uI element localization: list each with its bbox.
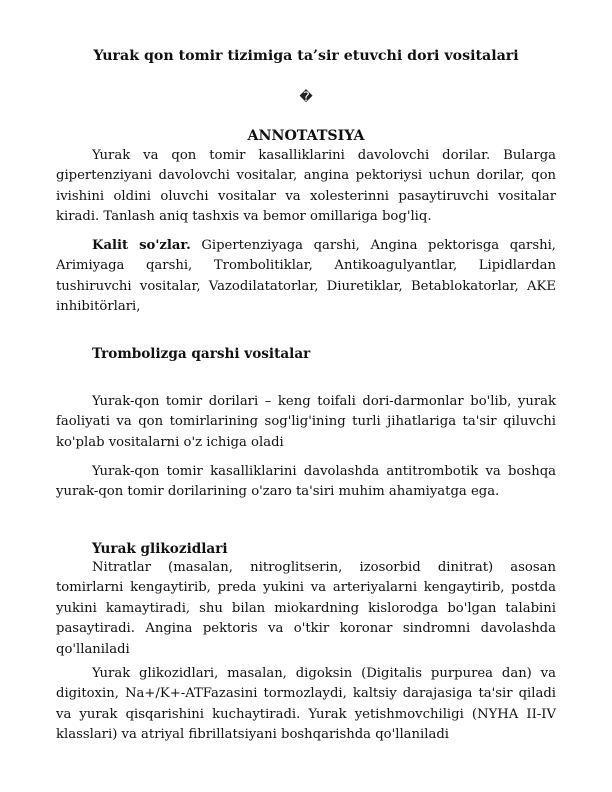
section-heading-thrombolysis: Trombolizga qarshi vositalar bbox=[92, 346, 311, 362]
section1-paragraph-2: Yurak-qon tomir kasalliklarini davolashda antitrombotik va boshqa yurak-qon tomir dorilarining o'zaro ta'siri muhim ahamiyatga ega. bbox=[56, 464, 556, 500]
annotation-paragraph: Yurak va qon tomir kasalliklarini davolovchi dorilar. Bularga gipertenziyani davolovchi vositalar, angina pektoriysi uchun dorilar, qon ivishini oldini oluvchi vositalar va xolesterinni pasaytiruvchi vositalar kiradi. Tanlash aniq tashxis va bemor omillariga bog'liq. bbox=[56, 148, 556, 225]
section2-paragraph-2: Yurak glikozidlari, masalan, digoksin (Digitalis purpurea dan) va digitoxin, Na+/K+-ATFazasini tormozlaydi, kaltsiy darajasiga ta'sir qiladi va yurak qisqarishini kuchaytiradi. Yurak yetishmovchiligi (NYHA II-IV klasslari) va atriyal fibrillatsiyani boshqarishda qo'llaniladi bbox=[56, 666, 556, 743]
section1-paragraph-1: Yurak-qon tomir dorilari – keng toifali dori-darmonlar bo'lib, yurak faoliyati va qon tomirlarining sog'lig'ining turli jihatlariga ta'sir qiluvchi ko'plab vositalarni o'z ichiga oladi bbox=[56, 394, 556, 450]
section2-paragraph-1: Nitratlar (masalan, nitroglitserin, izosorbid dinitrat) asosan tomirlarni kengaytirib, preda yukini va arteriyalarni kengaytirib, postda yukini kamaytiradi, shu bilan miokardning kislorodga bo'lgan talabini pasaytiradi. Angina pektoris va o'tkir koronar sindromni davolashda qo'llaniladi bbox=[56, 560, 556, 657]
document-title: Yurak qon tomir tizimiga ta’sir etuvchi dori vositalari bbox=[93, 48, 519, 64]
annotation-heading: ANNOTATSIYA bbox=[247, 128, 365, 144]
keywords-label: Kalit so'zlar. bbox=[92, 238, 191, 253]
section-heading-glycosides: Yurak glikozidlari bbox=[92, 541, 228, 557]
keywords-paragraph bbox=[56, 236, 556, 318]
placeholder-glyph-icon: � bbox=[299, 90, 313, 105]
keywords-text: Gipertenziyaga qarshi, Angina pektorisga qarshi, Arimiyaga qarshi, Trombolitiklar, Antikoagulyantlar, Lipidlardan tushiruvchi vositalar, Vazodilatatorlar, Diuretiklar, Betablokatorlar, AKE inhibitörlari, bbox=[56, 238, 556, 315]
